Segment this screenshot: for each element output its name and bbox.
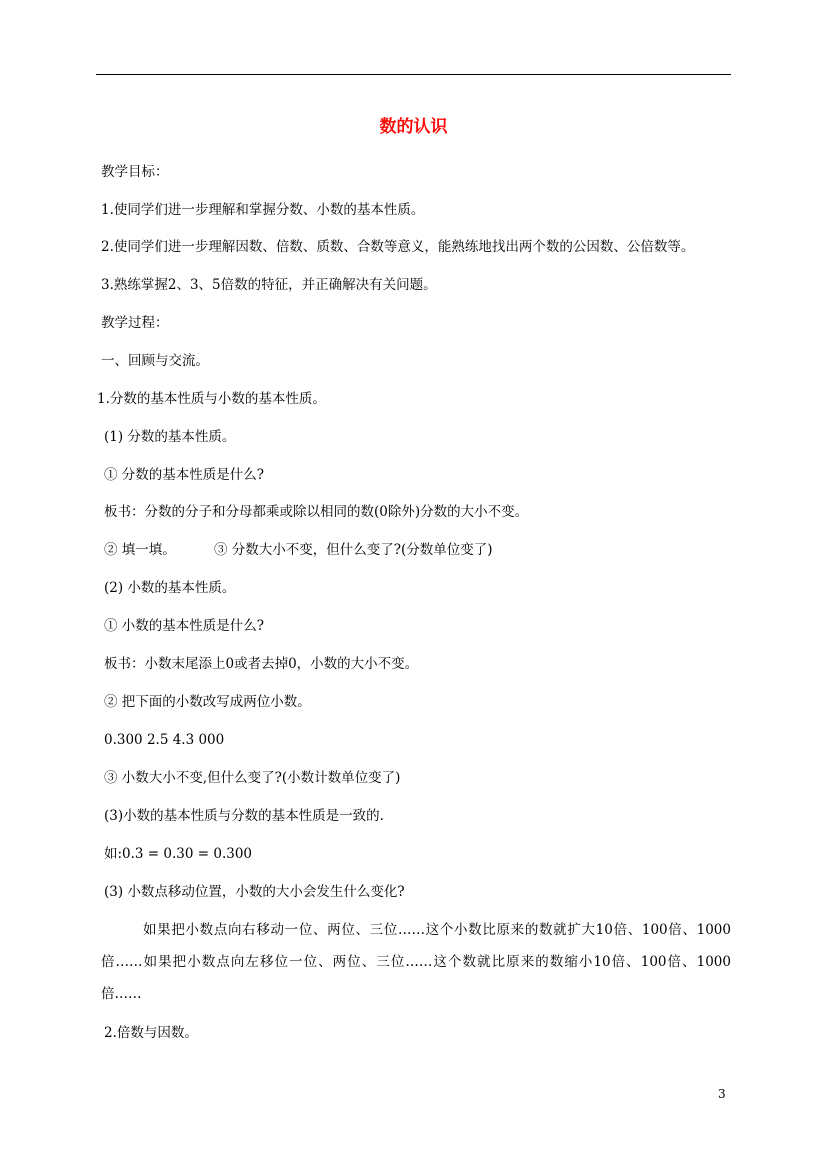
- explanation-paragraph: 如果把小数点向右移动一位、两位、三位……这个小数比原来的数就扩大10倍、100倍、1000倍……如果把小数点向左移位一位、两位、三位……这个数就比原来的数缩小10倍、100倍、1000倍……: [101, 922, 731, 1002]
- goal-heading: 教学目标：: [101, 164, 169, 180]
- question-6: ③ 小数大小不变,但什么变了?(小数计数单位变了): [104, 770, 401, 786]
- board-note-2: 板书：小数末尾添上0或者去掉0，小数的大小不变。: [104, 656, 419, 672]
- goal-item-2: 2.使同学们进一步理解因数、倍数、质数、合数等意义，能熟练地找出两个数的公因数、公倍数等。: [101, 239, 695, 255]
- goal-item-1: 1.使同学们进一步理解和掌握分数、小数的基本性质。: [101, 202, 425, 218]
- example-line: 如:0.3 = 0.30 = 0.300: [104, 846, 253, 862]
- sub-item-3: (3)小数的基本性质与分数的基本性质是一致的.: [104, 808, 384, 824]
- page-number: 3: [718, 1087, 726, 1101]
- number-list: 0.300 2.5 4.3 000: [104, 732, 225, 748]
- question-5: ② 把下面的小数改写成两位小数。: [104, 694, 311, 710]
- question-4: ① 小数的基本性质是什么?: [104, 618, 265, 634]
- question-1: ① 分数的基本性质是什么?: [104, 467, 265, 483]
- sub-item-2: (2) 小数的基本性质。: [104, 580, 236, 596]
- list-item-2: 2.倍数与因数。: [104, 1025, 198, 1041]
- goal-item-3: 3.熟练掌握2、3、5倍数的特征，并正确解决有关问题。: [101, 277, 437, 293]
- header-rule: [96, 74, 731, 75]
- list-item-1: 1.分数的基本性质与小数的基本性质。: [97, 391, 326, 407]
- question-3: ③ 分数大小不变，但什么变了?(分数单位变了): [214, 542, 493, 558]
- sub-item-4: (3) 小数点移动位置，小数的大小会发生什么变化?: [104, 884, 405, 900]
- section-heading-1: 一、回顾与交流。: [101, 353, 209, 369]
- board-note-1: 板书：分数的分子和分母都乘或除以相同的数(0除外)分数的大小不变。: [104, 504, 529, 520]
- sub-item-1: (1) 分数的基本性质。: [104, 429, 236, 445]
- question-2: ② 填一填。: [104, 542, 176, 558]
- document-title: 数的认识: [379, 117, 448, 137]
- process-heading: 教学过程：: [101, 315, 169, 331]
